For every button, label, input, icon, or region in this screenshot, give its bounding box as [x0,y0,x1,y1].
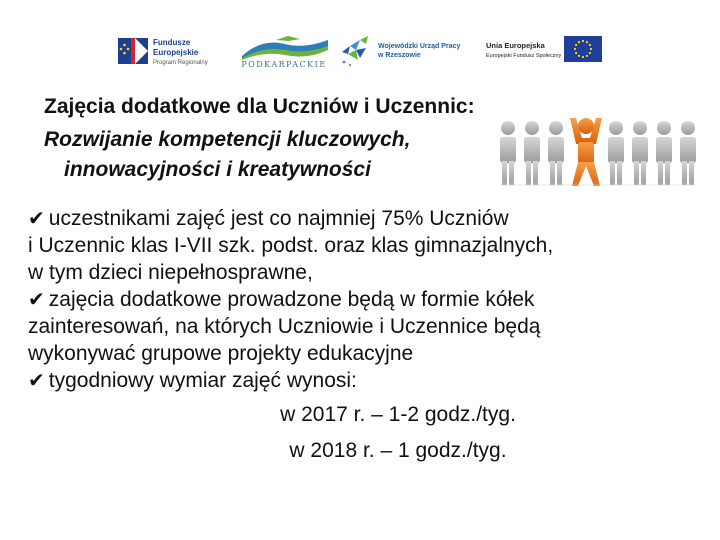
content-body [28,205,698,466]
grey-person-icon-2 [524,121,540,185]
wup-line2: w Rzeszowie [378,52,421,59]
grey-person-icon-6 [656,121,672,185]
wup-bird-icon [336,32,376,70]
grey-person-icon-1 [500,121,516,185]
grey-person-icon-3 [548,121,564,185]
fundusze-europejskie-text [153,38,208,68]
schedule-list [28,400,698,466]
orange-leader-person-icon [570,118,602,186]
grey-person-icon-7 [680,121,696,185]
podkarpackie-hills-icon [242,34,328,60]
bullet-3-line-1: tygodniowy wymiar zajęć wynosi: [48,369,357,392]
fe-line2: Europejskie [153,48,199,57]
checkmark-icon: ✔ [28,368,45,392]
people-leader-illustration [492,116,702,210]
podkarpackie-logo [228,28,340,78]
eu-flag-icon [564,36,602,62]
bullet-2-line-1: zajęcia dodatkowe prowadzone będą w formie kółek [48,288,535,311]
fe-line3: Program Regionalny [153,60,208,66]
schedule-2018: w 2018 r. – 1 godz./tyg. [289,439,507,462]
bullet-2-line-2: zainteresowań, na których Uczniowie i Uczennice będą [28,315,541,338]
ue-text [486,41,561,61]
bullet-item-weekly-hours [28,367,698,394]
logo-strip [110,28,610,78]
page-subtitle [44,125,410,185]
ue-line2: Europejski Fundusz Społeczny [486,53,562,59]
bullet-1-line-3: w tym dzieci niepełnosprawne, [28,261,313,284]
bullet-1-line-1: uczestnikami zajęć jest co najmniej 75% Uczniów [48,207,509,230]
bullet-2-line-3: wykonywać grupowe projekty edukacyjne [28,342,414,365]
wup-rzeszow-logo [336,28,506,78]
schedule-2017: w 2017 r. – 1-2 godz./tyg. [280,403,516,426]
grey-person-icon-4 [608,121,624,185]
grey-person-icon-5 [632,121,648,185]
wup-line1: Wojewódzki Urząd Pracy [378,43,461,50]
fundusze-europejskie-logo [116,28,216,78]
ue-line1: Unia Europejska [486,41,545,50]
podkarpackie-wordmark: PODKARPACKIE [241,60,327,69]
subtitle-line-1: Rozwijanie kompetencji kluczowych, [44,128,411,151]
fe-line1: Fundusze [153,38,191,47]
subtitle-line-2: innowacyjności i kreatywności [64,158,371,181]
bullet-item-activities [28,286,698,367]
unia-europejska-logo [482,28,608,78]
bullet-1-line-2: i Uczennic klas I-VII szk. podst. oraz klas gimnazjalnych, [28,234,554,257]
checkmark-icon: ✔ [28,206,45,230]
bullet-item-participants [28,205,698,286]
fundusze-europejskie-mark-icon [116,34,150,68]
wup-text [378,42,460,60]
checkmark-icon: ✔ [28,287,45,311]
page-title: Zajęcia dodatkowe dla Uczniów i Uczennic: [44,95,475,118]
